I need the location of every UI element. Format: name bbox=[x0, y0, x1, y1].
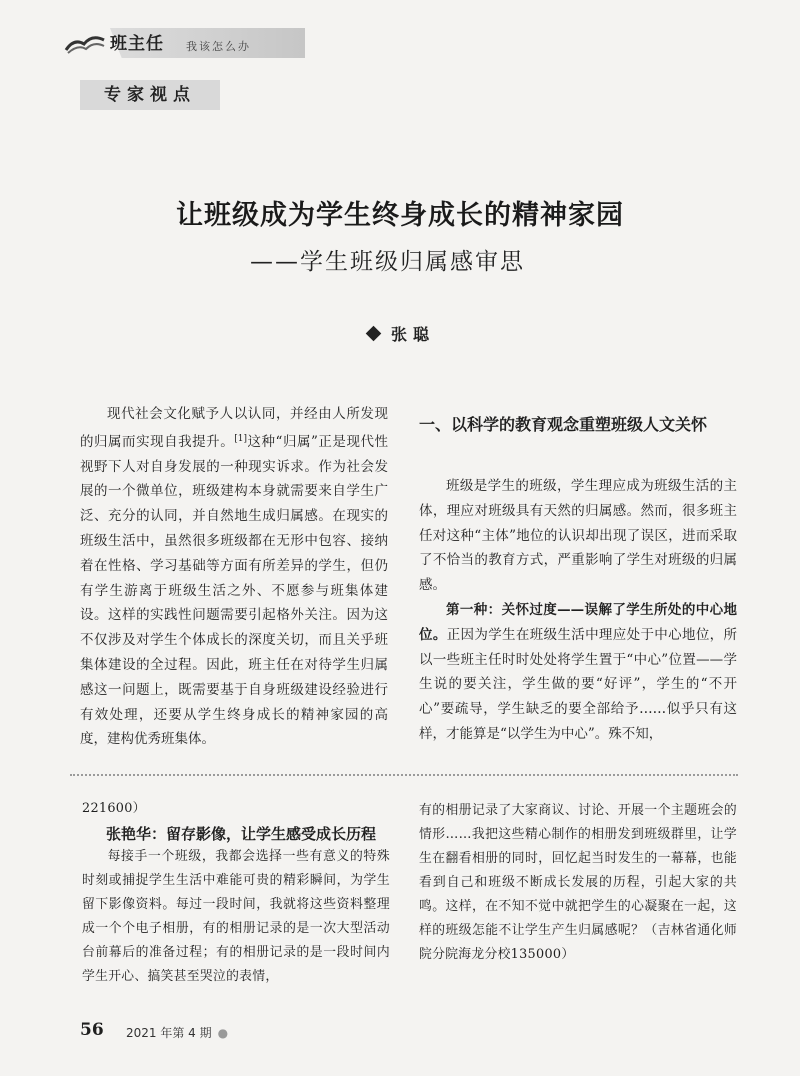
logo-icon bbox=[64, 30, 106, 54]
lower-left-paragraph: 每接手一个班级，我都会选择一些有意义的特殊时刻或捕捉学生生活中难能可贵的精彩瞬间，为学生留下影像资料。每过一段时间，我就将这些资料整理成一个个电子相册，有的相册记录的是一次大型活动台前幕后的准备过程；有的相册记录的是一段时间内学生开心、搞笑甚至哭泣的表情， bbox=[82, 849, 390, 984]
logo-text: 班主任 bbox=[110, 34, 164, 54]
first-kind-paragraph bbox=[419, 598, 737, 747]
article-subtitle: ——学生班级归属感审思 bbox=[250, 249, 525, 275]
intro-text-b: 这种“归属”正是现代性视野下人对自身发展的一种现实诉求。作为社会发展的一个微单位，班级建构本身就需要来自学生广泛、充分的认同，并自然地生成归属感。在现实的班级生活中，虽然很多班级都在无形中包容、接纳着在性格、学习基础等方面有所差异的学生，但仍有学生游离于班级生活之外、不愿参与班集体建设。这样的实践性问题需要引起格外关注。因为这不仅涉及对学生个体成长的深度关切，而且关乎班集体建设的全过程。因此，班主任在对待学生归属感这一问题上，既需要基于自身班级建设经验进行有效处理，还要从学生终身成长的精神家园的高度，建构优秀班集体。 bbox=[80, 433, 388, 748]
page-number: 56 bbox=[80, 1020, 104, 1040]
article-title: 让班级成为学生终身成长的精神家园 bbox=[176, 200, 624, 231]
header-subtitle: 我该怎么办 bbox=[186, 40, 251, 53]
section1-column bbox=[419, 474, 737, 747]
intro-column bbox=[80, 402, 388, 752]
dot-separator: ● bbox=[217, 1026, 229, 1040]
lower-right-column bbox=[419, 799, 737, 967]
lower-right-paragraph: 有的相册记录了大家商议、讨论、开展一个主题班会的情形……我把这些精心制作的相册发到班级群里，让学生在翻看相册的同时，回忆起当时发生的一幕幕，也能看到自己和班级不断成长发展的历程，引起大家的共鸣。这样，在不知不觉中就把学生的心凝聚在一起，这样的班级怎能不让学生产生归属感呢？（吉林省通化师院分院海龙分校135000） bbox=[419, 803, 737, 962]
citation-ref: [1] bbox=[234, 433, 247, 444]
issue-text: 2021 年第 4 期 bbox=[126, 1026, 212, 1040]
section-heading: 一、以科学的教育观念重塑班级人文关怀 bbox=[419, 415, 708, 434]
intro-text-a: 现代社会文化赋予人以认同，并经由人所发现的归属而实现自我提升。 bbox=[80, 406, 388, 450]
section1-paragraph: 班级是学生的班级，学生理应成为班级生活的主体，理应对班级具有天然的归属感。然而，很多班主任对这种“主体”地位的认识却出现了误区，进而采取了不恰当的教育方式，严重影响了学生对班级的归属感。 bbox=[419, 478, 737, 594]
lower-left-heading: 张艳华：留存影像，让学生感受成长历程 bbox=[106, 825, 377, 843]
first-kind-heading: 第一种：关怀过度——误解了学生所处的中心地位。 bbox=[419, 601, 737, 643]
diamond-icon bbox=[366, 326, 382, 342]
section-divider bbox=[70, 774, 738, 776]
lower-left-tail: 221600） bbox=[82, 801, 146, 816]
first-kind-text: 正因为学生在班级生活中理应处于中心地位，所以一些班主任时时处处将学生置于“中心”位置——学生说的要关注，学生做的要“好评”，学生的“不开心”要疏导，学生缺乏的要全部给予……似乎只有这样，才能算是“以学生为中心”。殊不知， bbox=[419, 626, 738, 742]
author-name: 张聪 bbox=[391, 325, 436, 344]
intro-paragraph bbox=[80, 402, 388, 752]
section-tag: 专家视点 bbox=[80, 80, 220, 110]
author-line bbox=[368, 322, 435, 345]
issue-info bbox=[126, 1024, 228, 1041]
